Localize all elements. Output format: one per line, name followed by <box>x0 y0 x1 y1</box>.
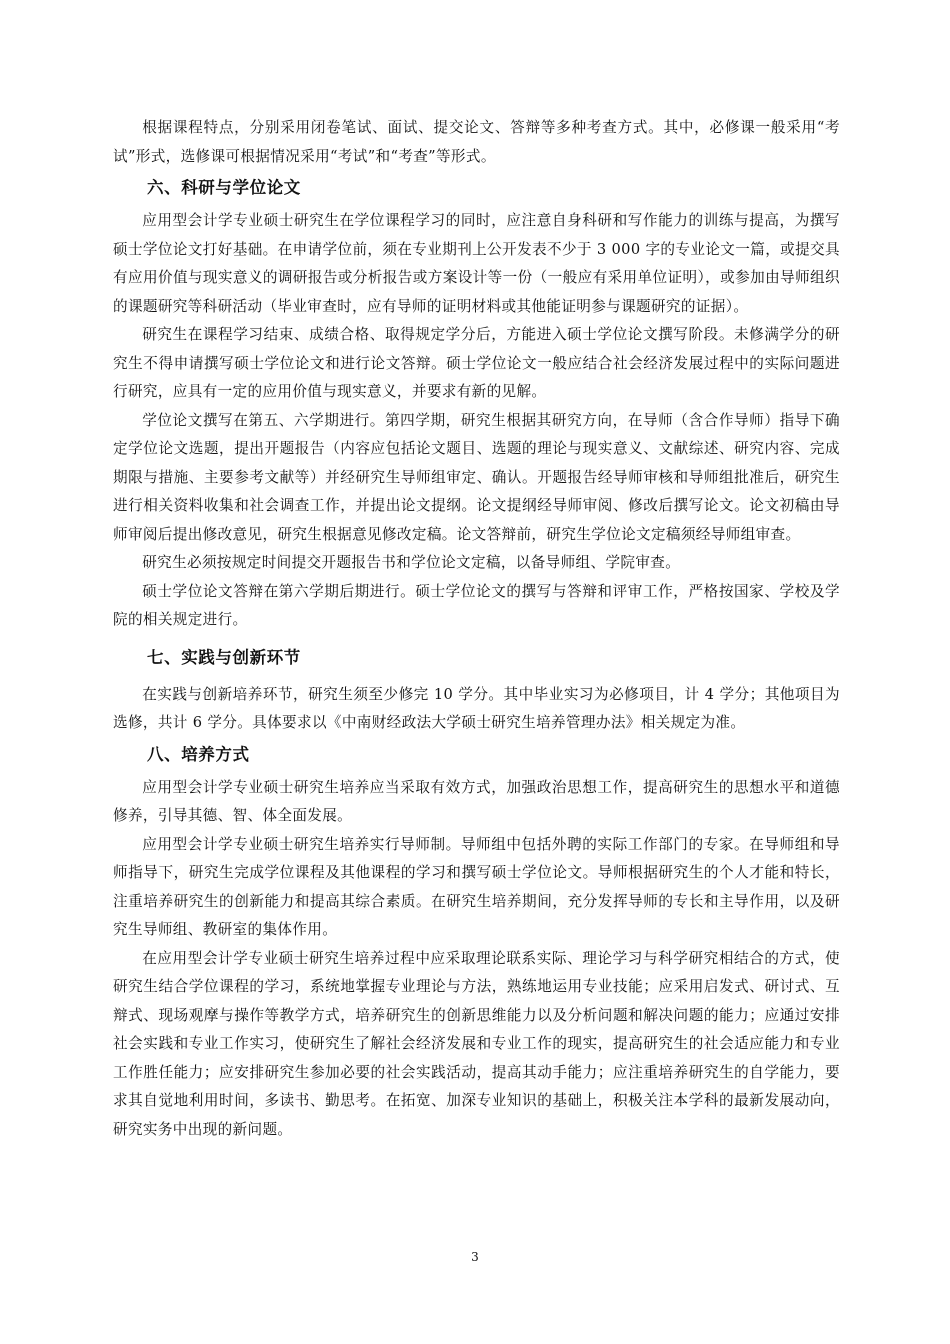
section-heading-training-methods: 八、培养方式 <box>147 744 250 764</box>
thesis-writing-paragraph: 学位论文撰写在第五、六学期进行。第四学期，研究生根据其研究方向，在导师（含合作导师）指导下确定学位论文选题，提出开题报告（内容应包括论文题目、选题的理论与现实意义、文献综述、研究内容、完成期限与措施、主要参考文献等）并经研究生导师组审定、确认。开题报告经导师审核和导师组批准后，研究生进行相关资料收集和社会调查工作，并提出论文提纲。论文提纲经导师审阅、修改后撰写论文。论文初稿由导师审阅后提出修改意见，研究生根据意见修改定稿。论文答辩前，研究生学位论文定稿须经导师组审查。 <box>113 411 840 543</box>
thesis-eligibility-paragraph: 研究生在课程学习结束、成绩合格、取得规定学分后，方能进入硕士学位论文撰写阶段。未修满学分的研究生不得申请撰写硕士学位论文和进行论文答辩。硕士学位论文一般应结合社会经济发展过程中的实际问题进行研究，应具有一定的应用价值与现实意义，并要求有新的见解。 <box>113 326 840 400</box>
research-requirement-paragraph: 应用型会计学专业硕士研究生在学位课程学习的同时，应注意自身科研和写作能力的训练与提高，为撰写硕士学位论文打好基础。在申请学位前，须在专业期刊上公开发表不少于 3 000 字的专业论文一篇，或提交具有应用价值与现实意义的调研报告或分析报告或方案设计等一份（一般应有采用单位证明），或参加由导师组织的课题研究等科研活动（毕业审查时，应有导师的证明材料或其他能证明参与课题研究的证据）。 <box>113 212 840 315</box>
teaching-methods-paragraph: 在应用型会计学专业硕士研究生培养过程中应采取理论联系实际、理论学习与科学研究相结合的方式，使研究生结合学位课程的学习，系统地掌握专业理论与方法，熟练地运用专业技能；应采用启发式、研讨式、互辩式、现场观摩与操作等教学方式，培养研究生的创新思维能力以及分析问题和解决问题的能力；应通过安排社会实践和专业工作实习，使研究生了解社会经济发展和专业工作的现实，提高研究生的社会适应能力和专业工作胜任能力；应安排研究生参加必要的社会实践活动，提高其动手能力；应注重培养研究生的自学能力，要求其自觉地利用时间，多读书、勤思考。在拓宽、加深专业知识的基础上，积极关注本学科的最新发展动向，研究实务中出现的新问题。 <box>113 949 840 1138</box>
section-heading-practice-innovation: 七、实践与创新环节 <box>147 647 301 667</box>
thesis-defense-paragraph: 硕士学位论文答辩在第六学期后期进行。硕士学位论文的撰写与答辩和评审工作，严格按国家、学校及学院的相关规定进行。 <box>113 582 840 628</box>
section-heading-research-thesis: 六、科研与学位论文 <box>147 178 301 197</box>
document-body <box>113 114 840 1144</box>
supervisor-system-paragraph: 应用型会计学专业硕士研究生培养实行导师制。导师组中包括外聘的实际工作部门的专家。在导师组和导师指导下，研究生完成学位课程及其他课程的学习和撰写硕士学位论文。导师根据研究生的个人才能和特长，注重培养研究生的创新能力和提高其综合素质。在研究生培养期间，充分发挥导师的专长和主导作用，以及研究生导师组、教研室的集体作用。 <box>113 835 840 938</box>
practice-credits-paragraph: 在实践与创新培养环节，研究生须至少修完 10 学分。其中毕业实习为必修项目，计 4 学分；其他项目为选修，共计 6 学分。具体要求以《中南财经政法大学硕士研究生培养管理办法》相关规定为准。 <box>113 685 840 731</box>
assessment-paragraph: 根据课程特点，分别采用闭卷笔试、面试、提交论文、答辩等多种考查方式。其中，必修课一般采用“考试”形式，选修课可根据情况采用“考试”和“考查”等形式。 <box>113 119 840 165</box>
proposal-submission-paragraph: 研究生必须按规定时间提交开题报告书和学位论文定稿，以备导师组、学院审查。 <box>142 554 681 571</box>
page-number: 3 <box>471 1250 479 1264</box>
training-approach-paragraph: 应用型会计学专业硕士研究生培养应当采取有效方式，加强政治思想工作，提高研究生的思想水平和道德修养，引导其德、智、体全面发展。 <box>113 778 840 824</box>
